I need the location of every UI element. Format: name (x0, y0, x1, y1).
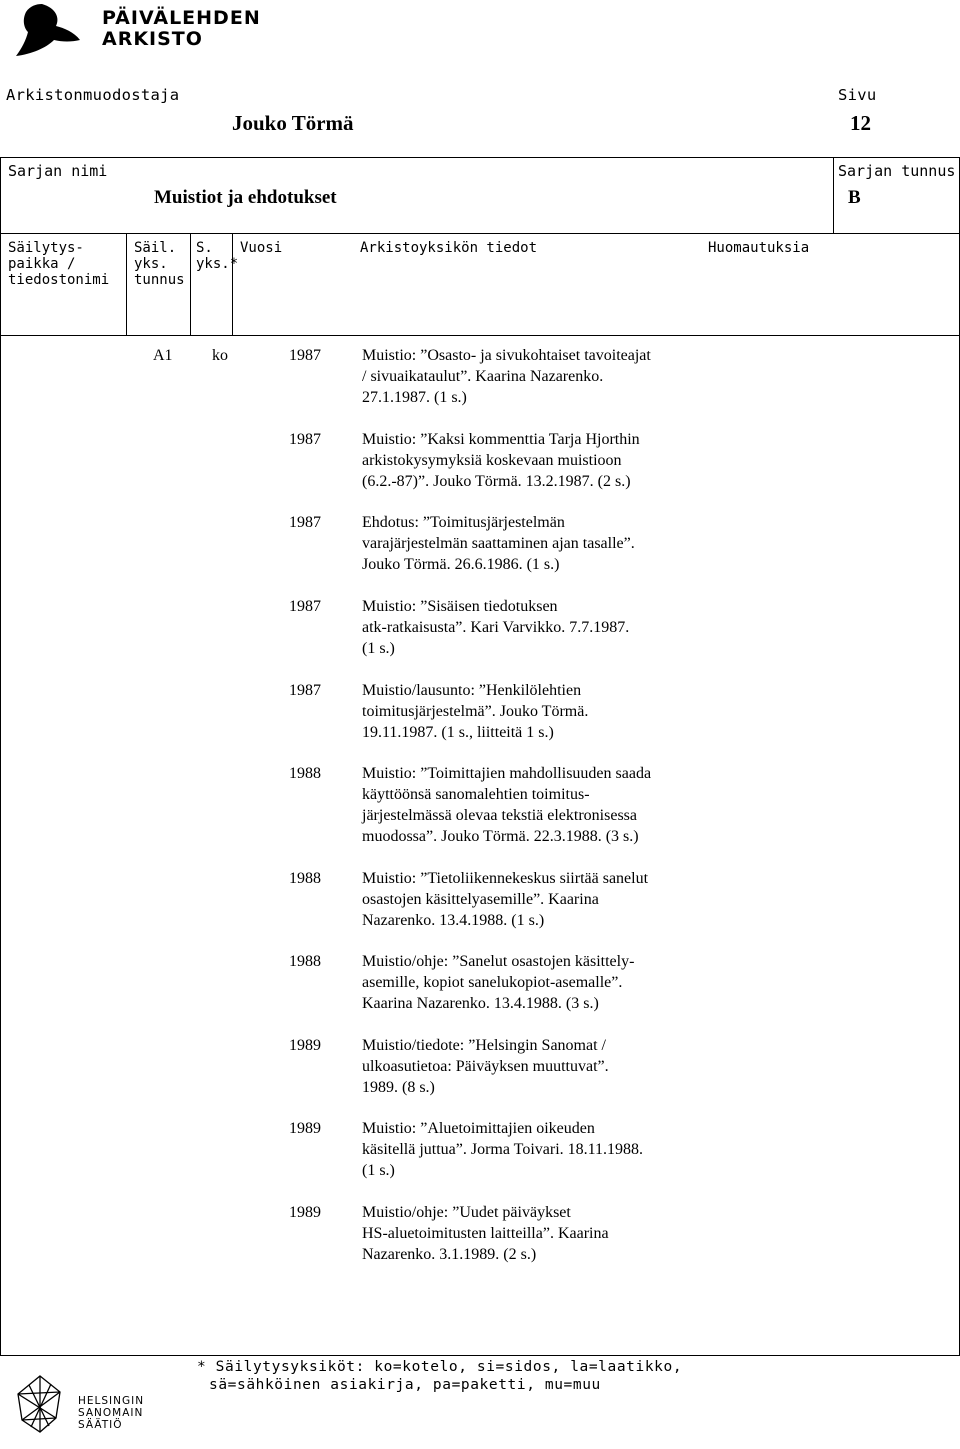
column-header-details: Arkistoyksikön tiedot (360, 240, 538, 256)
divider (0, 233, 960, 234)
creator-label: Arkistonmuodostaja (6, 86, 180, 104)
entry-description: Muistio/ohje: ”Sanelut osastojen käsittely- asemille, kopiot sanelukopiot-asemalle”. Kaarina Nazarenko. 13.4.1988. (3 s.) (362, 953, 635, 1012)
divider (0, 157, 1, 1355)
entry-year: 1987 (289, 514, 321, 531)
entry-year: 1989 (289, 1037, 321, 1054)
entry-year: 1987 (289, 682, 321, 699)
column-header-year: Vuosi (240, 240, 283, 256)
entry-year: 1989 (289, 1204, 321, 1221)
series-name-value: Muistiot ja ehdotukset (154, 187, 337, 208)
entry-description: Muistio: ”Osasto- ja sivukohtaiset tavoiteajat / sivuaikataulut”. Kaarina Nazarenko. 27.1.1987. (1 s.) (362, 347, 651, 406)
footnote: * Säilytysyksiköt: ko=kotelo, si=sidos, la=laatikko, sä=sähköinen asiakirja, pa=paketti, mu=muu (197, 1359, 683, 1393)
unit-id: A1 (153, 347, 173, 364)
series-code-label: Sarjan tunnus (838, 162, 956, 180)
page-label: Sivu (838, 86, 877, 104)
entry-year: 1987 (289, 598, 321, 615)
divider (0, 157, 960, 158)
entry-year: 1988 (289, 765, 321, 782)
entry-year: 1988 (289, 870, 321, 887)
column-header-unit-id: Säil. yks. tunnus (134, 240, 185, 288)
archive-logo-icon (2, 2, 92, 58)
entry-year: 1987 (289, 347, 321, 364)
entry-description: Muistio/ohje: ”Uudet päiväykset HS-aluetoimitusten laitteilla”. Kaarina Nazarenko. 3.1.1989. (2 s.) (362, 1204, 609, 1263)
foundation-logo-text: HELSINGIN SANOMAIN SÄÄTIÖ (78, 1395, 145, 1431)
entry-description: Muistio: ”Kaksi kommenttia Tarja Hjorthin arkistokysymyksiä koskevaan muistioon (6.2.-87)”. Jouko Törmä. 13.2.1987. (2 s.) (362, 431, 640, 490)
unit-type: ko (212, 347, 228, 364)
entry-description: Ehdotus: ”Toimitusjärjestelmän varajärjestelmän saattaminen ajan tasalle”. Jouko Törmä. 26.6.1986. (1 s.) (362, 514, 635, 573)
foundation-logo-icon (12, 1372, 68, 1436)
entry-description: Muistio/lausunto: ”Henkilölehtien toimitusjärjestelmä”. Jouko Törmä. 19.11.1987. (1 s., liitteitä 1 s.) (362, 682, 589, 741)
divider (833, 157, 834, 233)
page-number: 12 (850, 111, 871, 135)
entry-description: Muistio: ”Tietoliikennekeskus siirtää sanelut osastojen käsittelyasemille”. Kaarina Nazarenko. 13.4.1988. (1 s.) (362, 870, 649, 929)
column-header-storage: Säilytys- paikka / tiedostonimi (8, 240, 110, 288)
series-name-label: Sarjan nimi (8, 162, 108, 180)
entry-description: Muistio: ”Aluetoimittajien oikeuden käsitellä juttua”. Jorma Toivari. 18.11.1988. (1 s.) (362, 1120, 644, 1179)
series-code-value: B (848, 187, 861, 208)
entry-year: 1987 (289, 431, 321, 448)
entry-description: Muistio: ”Toimittajien mahdollisuuden saada käyttöönsä sanomalehtien toimitus- järjestelmässä olevaa tekstiä elektronisessa muodossa”. Jouko Törmä. 22.3.1988. (3 s.) (362, 765, 652, 845)
archive-logo-text: PÄIVÄLEHDEN ARKISTO (102, 7, 261, 50)
divider (0, 335, 960, 336)
divider (190, 233, 191, 335)
entry-description: Muistio/tiedote: ”Helsingin Sanomat / ulkoasutietoa: Päiväyksen muuttuvat”. 1989. (8 s.) (362, 1037, 609, 1096)
creator-value: Jouko Törmä (232, 111, 354, 135)
entry-description: Muistio: ”Sisäisen tiedotuksen atk-ratkaisusta”. Kari Varvikko. 7.7.1987. (1 s.) (362, 598, 630, 657)
divider (126, 233, 127, 335)
entry-year: 1988 (289, 953, 321, 970)
column-header-remarks: Huomautuksia (708, 240, 810, 256)
column-header-unit-type: S. yks.* (196, 240, 239, 272)
entry-year: 1989 (289, 1120, 321, 1137)
divider (0, 1355, 960, 1356)
